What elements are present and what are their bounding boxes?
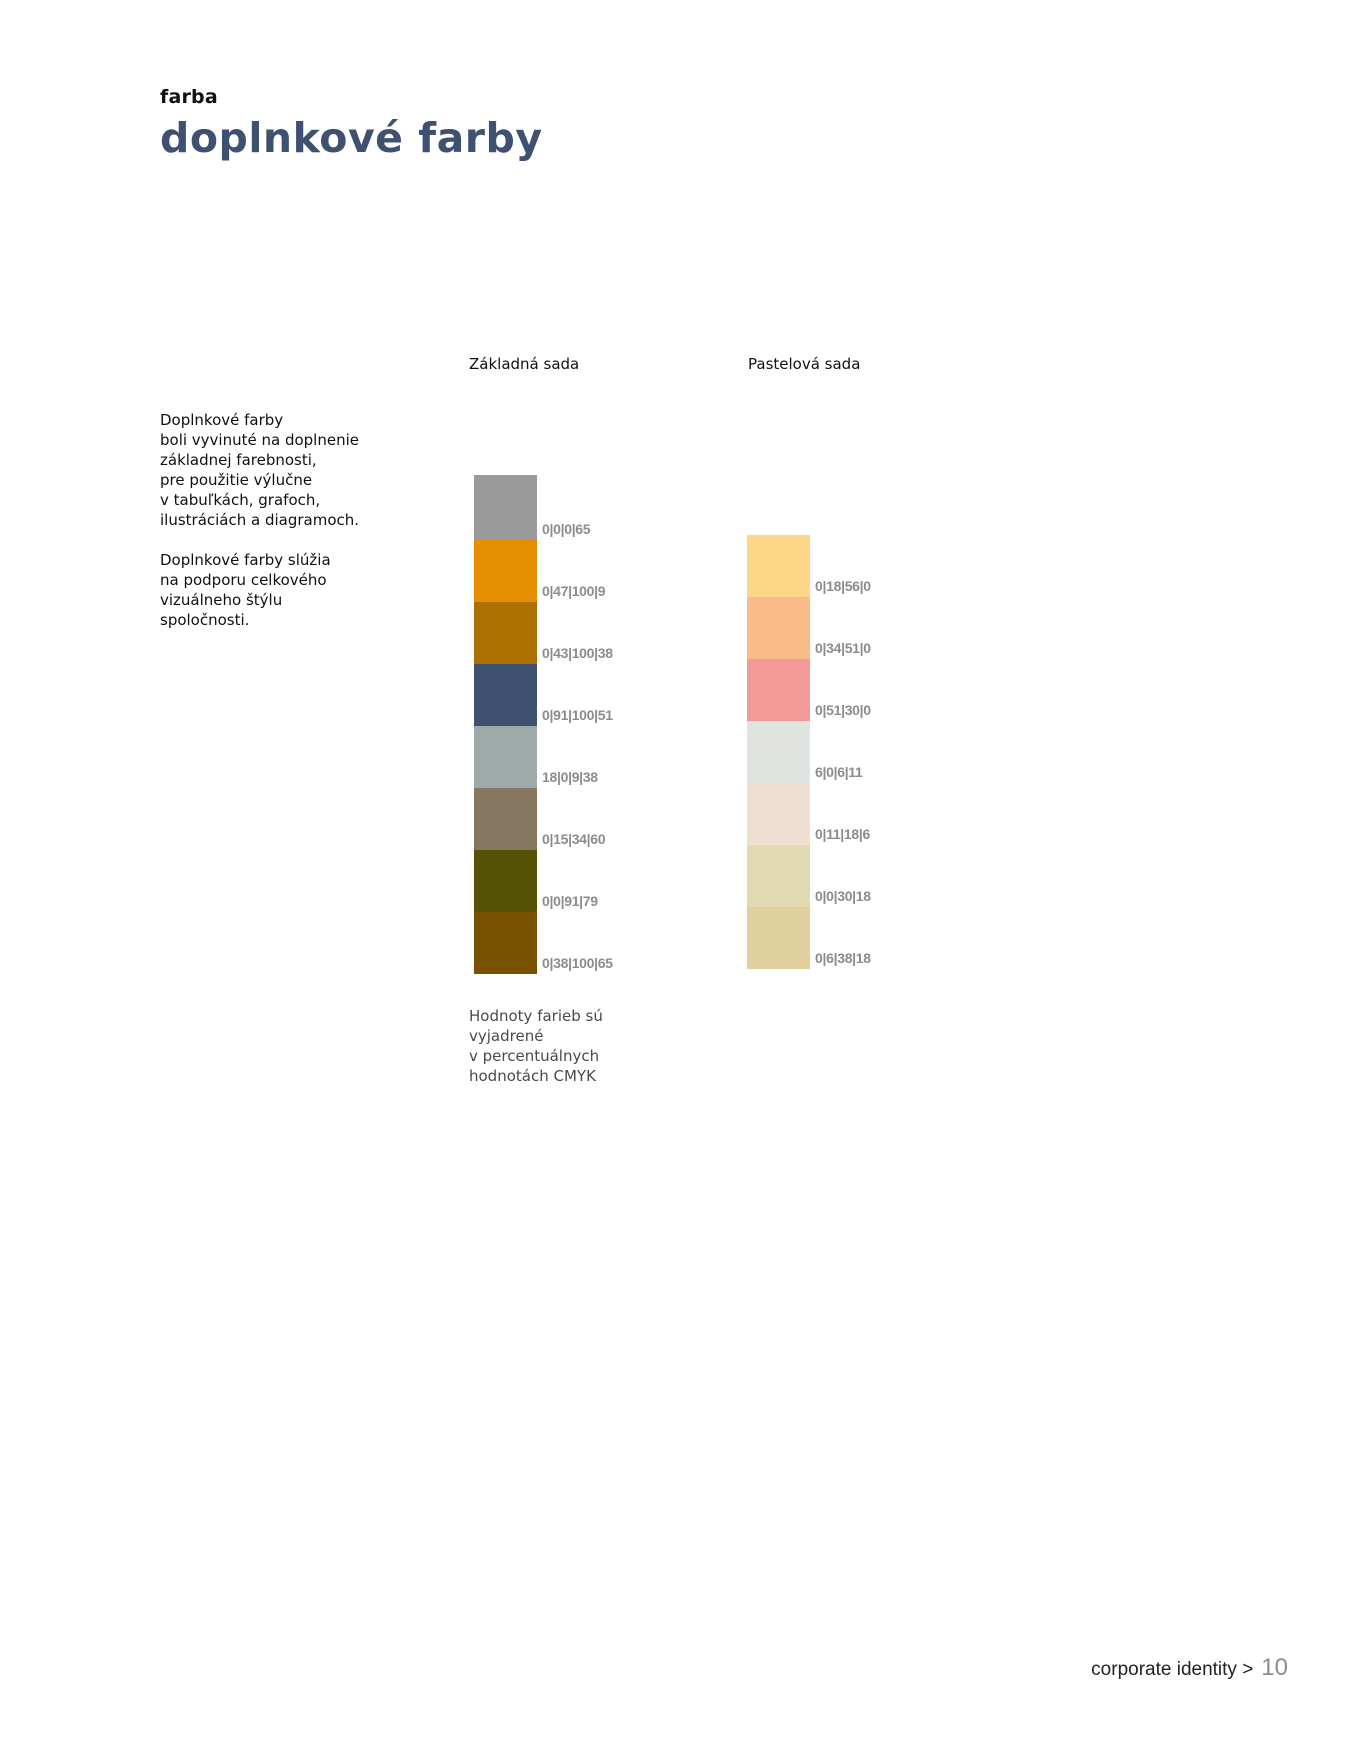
pastel-set-title: Pastelová sada <box>748 355 861 373</box>
page-title: doplnkové farby <box>160 114 543 162</box>
color-swatch <box>474 602 613 664</box>
cmyk-note: Hodnoty farieb sú vyjadrené v percentuálnych hodnotách CMYK <box>469 1007 603 1085</box>
basic-swatch-column <box>474 475 613 974</box>
intro-paragraph-2: Doplnkové farby slúžia na podporu celkového vizuálneho štýlu spoločnosti. <box>160 551 331 629</box>
color-swatch <box>474 540 606 602</box>
color-swatch <box>747 907 871 969</box>
cmyk-code: 18|0|9|38 <box>542 769 598 785</box>
cmyk-code: 0|0|91|79 <box>542 893 598 909</box>
cmyk-code: 0|51|30|0 <box>815 702 871 718</box>
color-swatch <box>747 783 870 845</box>
cmyk-code: 0|0|0|65 <box>542 521 591 537</box>
cmyk-code: 0|47|100|9 <box>542 583 606 599</box>
color-swatch <box>747 535 871 597</box>
cmyk-code: 0|6|38|18 <box>815 950 871 966</box>
color-swatch <box>474 912 613 974</box>
page-number: 10 <box>1261 1654 1288 1681</box>
cmyk-code: 0|11|18|6 <box>815 826 870 842</box>
cmyk-code: 0|18|56|0 <box>815 578 871 594</box>
section-label: farba <box>160 86 218 108</box>
cmyk-code: 0|0|30|18 <box>815 888 871 904</box>
intro-paragraph-1: Doplnkové farby boli vyvinuté na doplnenie základnej farebnosti, pre použitie výlučne v tabuľkách, grafoch, ilustráciách a diagramoch. <box>160 411 360 529</box>
cmyk-code: 0|38|100|65 <box>542 955 613 971</box>
intro-text <box>160 410 380 650</box>
color-swatch <box>747 845 871 907</box>
basic-set-title: Základná sada <box>469 355 580 373</box>
cmyk-code: 0|15|34|60 <box>542 831 606 847</box>
footer-label: corporate identity > <box>1091 1659 1254 1680</box>
page-footer <box>1091 1654 1288 1682</box>
color-swatch <box>474 788 606 850</box>
color-swatch <box>747 597 871 659</box>
color-swatch <box>474 726 598 788</box>
pastel-swatch-column <box>747 535 871 969</box>
cmyk-code: 0|34|51|0 <box>815 640 871 656</box>
color-swatch <box>747 721 863 783</box>
cmyk-code: 6|0|6|11 <box>815 764 863 780</box>
cmyk-code: 0|91|100|51 <box>542 707 613 723</box>
color-swatch <box>474 475 591 540</box>
color-swatch <box>474 664 613 726</box>
color-swatch <box>747 659 871 721</box>
color-swatch <box>474 850 598 912</box>
cmyk-code: 0|43|100|38 <box>542 645 613 661</box>
